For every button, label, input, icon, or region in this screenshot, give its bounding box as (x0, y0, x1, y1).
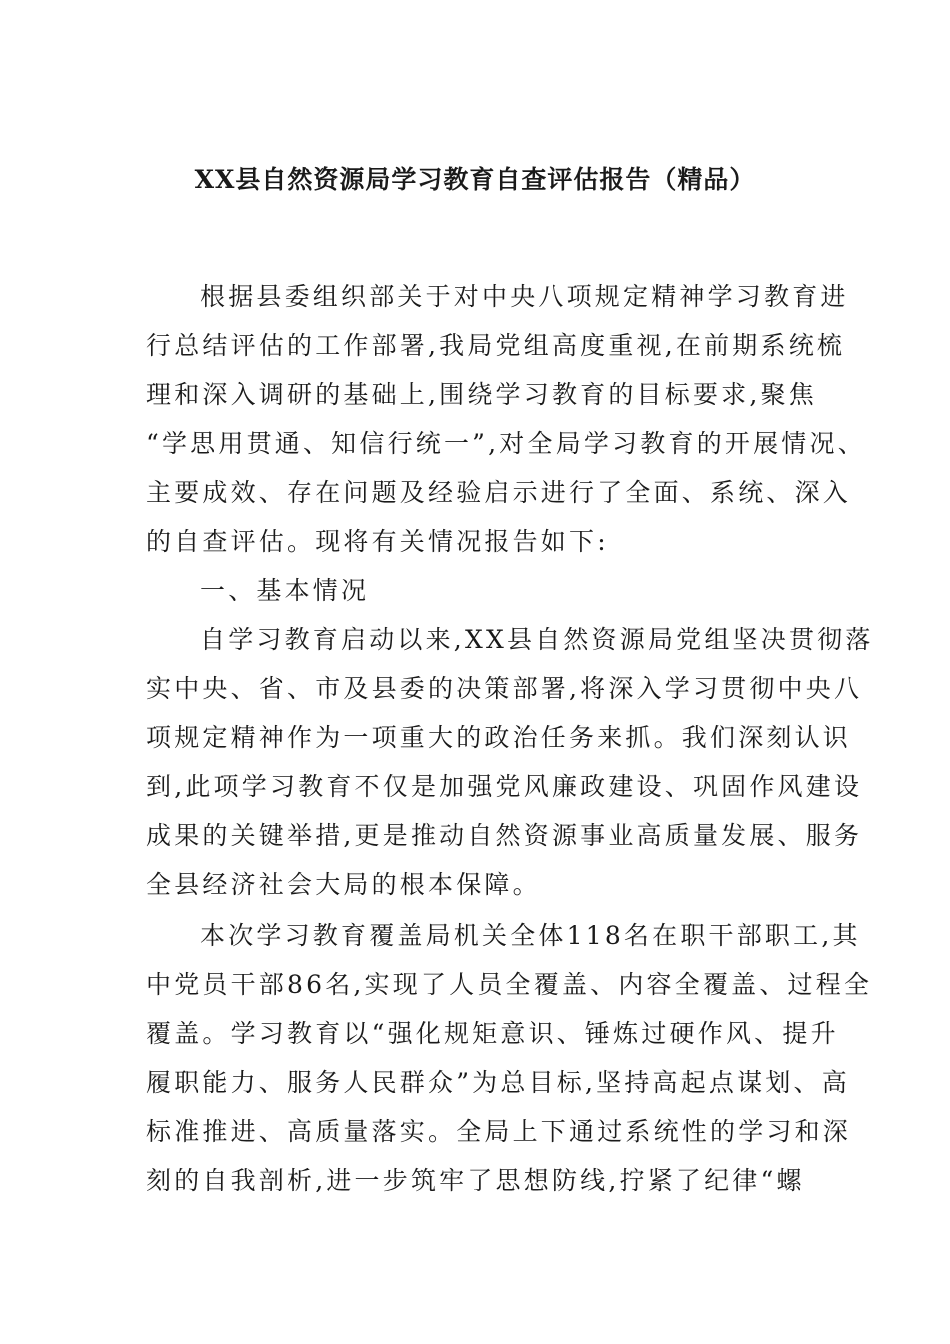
text-line: “学思用贯通、知信行统一”,对全局学习教育的开展情况、 (146, 429, 866, 458)
text-line: 自学习教育启动以来,XX县自然资源局党组坚决贯彻落 (200, 625, 874, 654)
text-line: 履职能力、服务人民群众”为总目标,坚持高起点谋划、高 (146, 1068, 850, 1097)
paragraph-2 (146, 620, 874, 914)
text-line: 本次学习教育覆盖局机关全体118名在职干部职工,其 (200, 921, 861, 950)
text-line: 覆盖。学习教育以“强化规矩意识、锤炼过硬作风、提升 (146, 1019, 839, 1048)
text-line: 标准推进、高质量落实。全局上下通过系统性的学习和深 (146, 1117, 852, 1146)
paragraph-1 (146, 277, 866, 571)
text-line: 行总结评估的工作部署,我局党组高度重视,在前期系统梳 (146, 331, 846, 360)
text-line: 理和深入调研的基础上,围绕学习教育的目标要求,聚焦 (146, 380, 817, 409)
text-line: 主要成效、存在问题及经验启示进行了全面、系统、深入 (146, 478, 852, 507)
text-line: 根据县委组织部关于对中央八项规定精神学习教育进 (200, 282, 849, 311)
paragraph-3 (146, 916, 873, 1210)
section-heading: 一、基本情况 (200, 576, 370, 605)
text-line: 全县经济社会大局的根本保障。 (146, 870, 541, 899)
text-line: 实中央、省、市及县委的决策部署,将深入学习贯彻中央八 (146, 674, 863, 703)
text-line: 刻的自我剖析,进一步筑牢了思想防线,拧紧了纪律“螺 (146, 1166, 805, 1195)
text-line: 的自查评估。现将有关情况报告如下: (146, 527, 609, 556)
text-line: 到,此项学习教育不仅是加强党风廉政建设、巩固作风建设 (146, 772, 863, 801)
text-line: 项规定精神作为一项重大的政治任务来抓。我们深刻认识 (146, 723, 852, 752)
document-title: XX县自然资源局学习教育自查评估报告（精品） (194, 165, 756, 194)
text-line: 中党员干部86名,实现了人员全覆盖、内容全覆盖、过程全 (146, 970, 873, 999)
text-line: 成果的关键举措,更是推动自然资源事业高质量发展、服务 (146, 821, 863, 850)
document-body (146, 277, 874, 1210)
